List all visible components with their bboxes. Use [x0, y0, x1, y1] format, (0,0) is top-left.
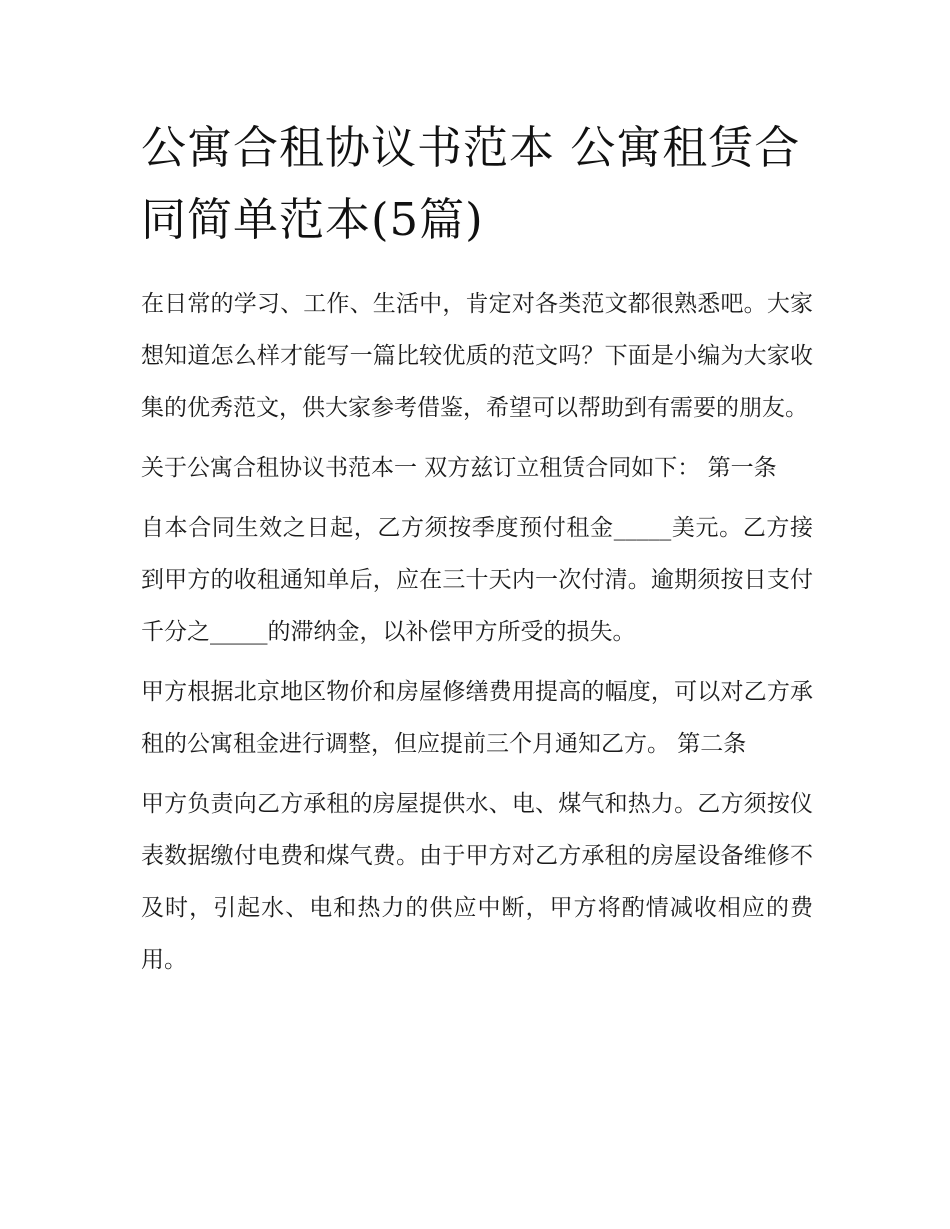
utilities-paragraph: 甲方负责向乙方承租的房屋提供水、电、煤气和热力。乙方须按仪表数据缴付电费和煤气费。由于甲方对乙方承租的房屋设备维修不及时，引起水、电和热力的供应中断，甲方将酌情减收相应的费用。	[141, 791, 813, 973]
document-title: 公寓合租协议书范本 公寓租赁合同简单范本(5篇)	[141, 121, 801, 246]
intro-paragraph: 在日常的学习、工作、生活中，肯定对各类范文都很熟悉吧。大家想知道怎么样才能写一篇比较优质的范文吗？下面是小编为大家收集的优秀范文，供大家参考借鉴，希望可以帮助到有需要的朋友。	[141, 291, 813, 421]
document-content	[141, 112, 813, 994]
rent-payment-paragraph: 自本合同生效之日起，乙方须按季度预付租金_____美元。乙方接到甲方的收租通知单后，应在三十天内一次付清。逾期须按日支付千分之_____的滞纳金，以补偿甲方所受的损失。	[141, 515, 813, 645]
section-one-heading-paragraph: 关于公寓合租协议书范本一 双方兹订立租赁合同如下： 第一条	[141, 455, 777, 481]
rent-adjustment-paragraph: 甲方根据北京地区物价和房屋修缮费用提高的幅度，可以对乙方承租的公寓租金进行调整，但应提前三个月通知乙方。 第二条	[141, 679, 813, 757]
